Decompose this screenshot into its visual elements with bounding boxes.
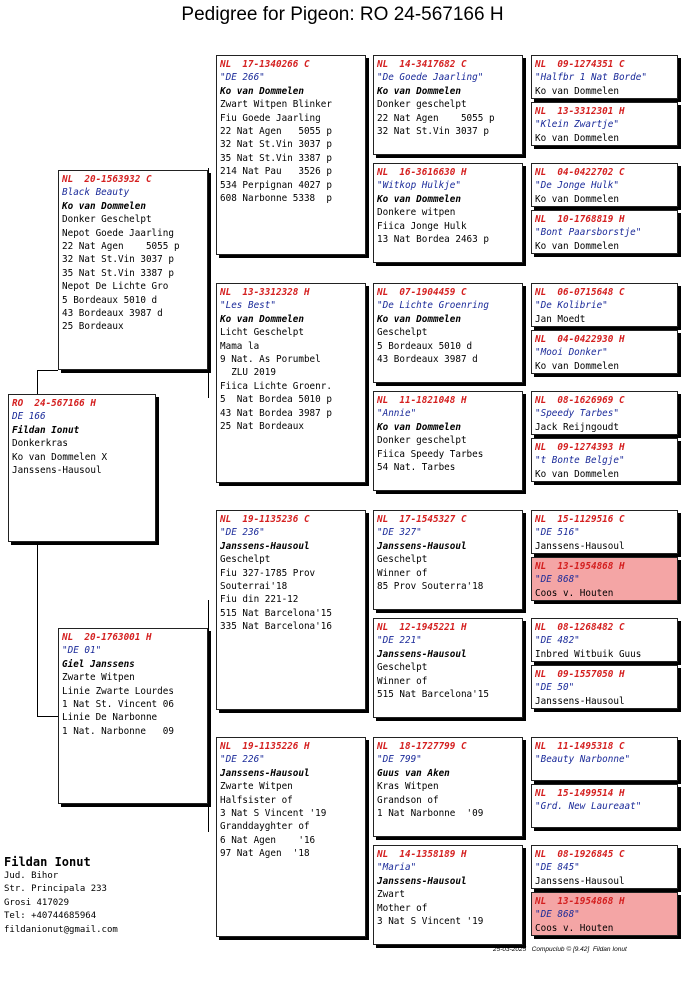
pigeon-card-g15[interactable] <box>531 845 678 889</box>
pigeon-name: "DE 868" <box>535 574 580 586</box>
pigeon-info-line: Granddayghter of <box>220 821 310 833</box>
ring-number: NL 14-3417682 C <box>377 59 467 70</box>
ring-number: NL 08-1268482 C <box>535 622 625 633</box>
pigeon-info-line: Ko van Dommelen <box>535 132 619 144</box>
pigeon-card-g14[interactable] <box>531 784 678 828</box>
pigeon-info-line: 35 Nat St.Vin 3387 p <box>220 152 332 164</box>
pigeon-info-line: Mama la <box>220 340 260 352</box>
pigeon-card-g11[interactable] <box>531 618 678 662</box>
pigeon-card-sss[interactable] <box>373 55 523 155</box>
pigeon-info-line: 13 Nat Bordea 2463 p <box>377 234 489 246</box>
pigeon-info-line: 214 Nat Pau 3526 p <box>220 166 332 178</box>
pigeon-info-line: 3 Nat S Vincent '19 <box>220 808 327 820</box>
pigeon-info-line: Linie Zwarte Lourdes <box>62 685 174 697</box>
pigeon-info-line: Geschelpt <box>377 662 428 674</box>
pigeon-name: "DE 868" <box>535 909 580 921</box>
pigeon-card-g5[interactable] <box>531 283 678 327</box>
pigeon-info-line: Geschelpt <box>220 554 271 566</box>
pigeon-card-g8[interactable] <box>531 438 678 482</box>
pigeon-name: "DE 516" <box>535 527 580 539</box>
pigeon-info-line: Winner of <box>377 567 428 579</box>
pigeon-info-line: Halfsister of <box>220 794 293 806</box>
pigeon-card-ddd[interactable] <box>373 845 523 945</box>
ring-number: NL 15-1499514 H <box>535 788 625 799</box>
pigeon-info-line: Winner of <box>377 675 428 687</box>
pigeon-info-line: Donker geschelpt <box>377 435 467 447</box>
pigeon-info-line: Nepot De Lichte Gro <box>62 281 169 293</box>
ring-number: NL 08-1626969 C <box>535 395 625 406</box>
pigeon-info-line: 85 Prov Souterra'18 <box>377 581 484 593</box>
breeder-name: Ko van Dommelen <box>62 200 146 212</box>
pigeon-card-dss[interactable] <box>373 510 523 610</box>
pigeon-info-line: 22 Nat Agen 5055 p <box>62 241 180 253</box>
connector-ds <box>366 542 367 652</box>
ring-number: NL 07-1904459 C <box>377 287 467 298</box>
ring-number: NL 17-1545327 C <box>377 514 467 525</box>
pigeon-info-line: 6 Nat Agen '16 <box>220 834 316 846</box>
pigeon-info-line: Donker geschelpt <box>377 99 467 111</box>
pigeon-card-g4[interactable] <box>531 210 678 254</box>
pigeon-name: "Annie" <box>377 408 417 420</box>
pigeon-info-line: Zwart <box>377 889 405 901</box>
pigeon-info-line: Fiica Lichte Groenr. <box>220 380 332 392</box>
breeder-name: Ko van Dommelen <box>377 313 461 325</box>
pigeon-info-line: 1 Nat. Narbonne 09 <box>62 725 174 737</box>
ring-number: NL 09-1274393 H <box>535 442 625 453</box>
owner-phone: Tel: +40744685964 <box>4 911 97 922</box>
pigeon-info-line: Jack Reijngoudt <box>535 421 619 433</box>
pigeon-info-line: Janssens-Hausoul <box>535 695 625 707</box>
pigeon-info-line: 5 Bordeaux 5010 d <box>377 340 473 352</box>
breeder-name: Ko van Dommelen <box>377 421 461 433</box>
pigeon-info-line: 97 Nat Agen '18 <box>220 848 310 860</box>
pigeon-info-line: Ko van Dommelen X <box>12 451 108 463</box>
pigeon-info-line: 3 Nat S Vincent '19 <box>377 916 484 928</box>
connector-sdd <box>524 412 525 456</box>
pigeon-info-line: 1 Nat Narbonne '09 <box>377 808 484 820</box>
pigeon-card-g10[interactable] <box>531 557 678 601</box>
pigeon-card-g9[interactable] <box>531 510 678 554</box>
ring-number: NL 04-0422930 H <box>535 334 625 345</box>
connector-root-sire <box>37 370 58 371</box>
pigeon-info-line: Fiu Goede Jaarling <box>220 112 321 124</box>
connector-dds <box>524 758 525 802</box>
pigeon-info-line: Grandson of <box>377 794 439 806</box>
connector-ddd <box>524 866 525 910</box>
pigeon-card-g7[interactable] <box>531 391 678 435</box>
page-title: Pedigree for Pigeon: RO 24-567166 H <box>181 4 504 25</box>
pigeon-card-sds[interactable] <box>373 283 523 383</box>
ring-number: NL 11-1495318 C <box>535 741 625 752</box>
pigeon-info-line: Souterrai'18 <box>220 581 288 593</box>
pigeon-info-line: Jan Moedt <box>535 313 586 325</box>
pigeon-name: "DE 799" <box>377 754 422 766</box>
pigeon-info-line: Kras Witpen <box>377 781 439 793</box>
ring-number: RO 24-567166 H <box>12 398 96 409</box>
pigeon-info-line: 25 Nat Bordeaux <box>220 421 304 433</box>
owner-line: Jud. Bihor <box>4 871 59 881</box>
pigeon-info-line: 515 Nat Barcelona'15 <box>377 689 489 701</box>
pigeon-card-g6[interactable] <box>531 330 678 374</box>
pigeon-info-line: Ko van Dommelen <box>535 468 619 480</box>
pigeon-info-line: 32 Nat St.Vin 3037 p <box>377 126 489 138</box>
pigeon-card-ds[interactable] <box>216 510 366 710</box>
connector-dss <box>524 532 525 576</box>
pigeon-name: "De Goede Jaarling" <box>377 72 484 84</box>
breeder-name: Ko van Dommelen <box>220 313 304 325</box>
pigeon-info-line: Zwart Witpen Blinker <box>220 99 332 111</box>
connector-ss <box>366 90 367 200</box>
pigeon-info-line: Donkerkras <box>12 438 68 450</box>
breeder-name: Janssens-Hausoul <box>220 767 310 779</box>
ring-number: NL 17-1340266 C <box>220 59 310 70</box>
pigeon-info-line: Zwarte Witpen <box>220 781 293 793</box>
pigeon-card-dd[interactable] <box>216 737 366 937</box>
ring-number: NL 20-1563932 C <box>62 174 152 185</box>
ring-number: NL 19-1135236 C <box>220 514 310 525</box>
pigeon-name: "DE 221" <box>377 635 422 647</box>
breeder-name: Giel Janssens <box>62 658 135 670</box>
pigeon-info-line: Licht Geschelpt <box>220 327 304 339</box>
pigeon-name: "DE 327" <box>377 527 422 539</box>
pigeon-name: "Grd. New Laureaat" <box>535 801 642 813</box>
pigeon-name: "Klein Zwartje" <box>535 119 619 131</box>
pigeon-name: "De Lichte Groenring <box>377 300 489 312</box>
connector-sire <box>208 168 209 398</box>
pigeon-info-line: Ko van Dommelen <box>535 360 619 372</box>
pigeon-name: "Speedy Tarbes" <box>535 408 619 420</box>
breeder-name: Janssens-Hausoul <box>377 875 467 887</box>
owner-email: fildanionut@gmail.com <box>4 924 118 935</box>
ring-number: NL 12-1945221 H <box>377 622 467 633</box>
pigeon-info-line: Fiica Jonge Hulk <box>377 220 467 232</box>
pigeon-card-ssd[interactable] <box>373 163 523 263</box>
pigeon-name: "DE 845" <box>535 862 580 874</box>
pigeon-name: "Mooi Donker" <box>535 347 608 359</box>
pigeon-info-line: 43 Bordeaux 3987 d <box>377 354 478 366</box>
pigeon-info-line: 22 Nat Agen 5055 p <box>377 112 495 124</box>
pigeon-info-line: 1 Nat St. Vincent 06 <box>62 699 174 711</box>
pigeon-info-line: Donker Geschelpt <box>62 214 152 226</box>
pigeon-card-sd[interactable] <box>216 283 366 483</box>
pigeon-card-sdd[interactable] <box>373 391 523 491</box>
ring-number: NL 06-0715648 C <box>535 287 625 298</box>
owner-info <box>4 854 118 937</box>
breeder-name: Ko van Dommelen <box>220 85 304 97</box>
footer-credit: 25-03-2025 Compuclub © [9.42] Fildan Ionut <box>493 946 627 953</box>
pigeon-name: "t Bonte Belgje" <box>535 455 625 467</box>
ring-number: NL 13-3312328 H <box>220 287 310 298</box>
pigeon-info-line: 32 Nat St.Vin 3037 p <box>62 254 174 266</box>
breeder-name: Janssens-Hausoul <box>220 540 310 552</box>
breeder-name: Ko van Dommelen <box>377 193 461 205</box>
pigeon-name: DE 166 <box>12 411 46 423</box>
pigeon-info-line: Janssens-Hausoul <box>12 465 102 477</box>
connector-dam <box>208 600 209 832</box>
ring-number: NL 13-1954868 H <box>535 561 625 572</box>
pigeon-name: "Maria" <box>377 862 417 874</box>
pigeon-name: "DE 226" <box>220 754 265 766</box>
breeder-name: Janssens-Hausoul <box>377 648 467 660</box>
pigeon-info-line: Inbred Witbuik Guus <box>535 648 642 660</box>
pigeon-name: "DE 50" <box>535 682 575 694</box>
pigeon-info-line: 54 Nat. Tarbes <box>377 462 456 474</box>
pigeon-info-line: 22 Nat Agen 5055 p <box>220 126 332 138</box>
pigeon-info-line: Donkere witpen <box>377 207 456 219</box>
pigeon-name: "DE 266" <box>220 72 265 84</box>
pigeon-info-line: 32 Nat St.Vin 3037 p <box>220 139 332 151</box>
pigeon-info-line: Geschelpt <box>377 327 428 339</box>
pigeon-name: "DE 236" <box>220 527 265 539</box>
breeder-name: Ko van Dommelen <box>377 85 461 97</box>
ring-number: NL 20-1763001 H <box>62 632 152 643</box>
pigeon-info-line: 43 Nat Bordea 3987 p <box>220 407 332 419</box>
pigeon-info-line: Geschelpt <box>377 554 428 566</box>
pigeon-card-dsd[interactable] <box>373 618 523 718</box>
ring-number: NL 13-3312301 H <box>535 106 625 117</box>
pigeon-info-line: Ko van Dommelen <box>535 193 619 205</box>
pigeon-name: "DE 01" <box>62 645 102 657</box>
pigeon-info-line: 335 Nat Barcelona'16 <box>220 621 332 633</box>
pigeon-card-dds[interactable] <box>373 737 523 837</box>
pigeon-info-line: Coos v. Houten <box>535 922 614 934</box>
pigeon-name: "De Kolibrie" <box>535 300 608 312</box>
pigeon-info-line: 5 Bordeaux 5010 d <box>62 294 158 306</box>
pigeon-info-line: Zwarte Witpen <box>62 672 135 684</box>
ring-number: NL 11-1821048 H <box>377 395 467 406</box>
pigeon-info-line: Mother of <box>377 902 428 914</box>
ring-number: NL 13-1954868 H <box>535 896 625 907</box>
breeder-name: Guus van Aken <box>377 767 450 779</box>
owner-name: Fildan Ionut <box>4 855 91 869</box>
breeder-name: Janssens-Hausoul <box>377 540 467 552</box>
ring-number: NL 09-1274351 C <box>535 59 625 70</box>
pigeon-name: "Beauty Narbonne" <box>535 754 631 766</box>
pigeon-card-ss[interactable] <box>216 55 366 255</box>
pigeon-info-line: 43 Bordeaux 3987 d <box>62 308 163 320</box>
pigeon-name: "Witkop Hulkje" <box>377 180 461 192</box>
pigeon-info-line: 25 Bordeaux <box>62 321 124 333</box>
pigeon-info-line: Fiica Speedy Tarbes <box>377 448 484 460</box>
pigeon-name: Black Beauty <box>62 187 130 199</box>
pigeon-name: "DE 482" <box>535 635 580 647</box>
pigeon-card-g3[interactable] <box>531 163 678 207</box>
connector-sds <box>524 318 525 362</box>
connector-ssd <box>524 186 525 230</box>
pigeon-card-g16[interactable] <box>531 892 678 936</box>
pigeon-name: "Halfbr 1 Nat Borde" <box>535 72 647 84</box>
pigeon-card-sire[interactable] <box>58 170 208 370</box>
pigeon-info-line: 534 Perpignan 4027 p <box>220 179 332 191</box>
pigeon-card-dam[interactable] <box>58 628 208 804</box>
pigeon-info-line: 515 Nat Barcelona'15 <box>220 607 332 619</box>
pigeon-info-line: Coos v. Houten <box>535 587 614 599</box>
ring-number: NL 19-1135226 H <box>220 741 310 752</box>
pigeon-info-line: 9 Nat. As Porumbel <box>220 354 321 366</box>
connector-sss <box>524 78 525 122</box>
ring-number: NL 04-0422702 C <box>535 167 625 178</box>
pigeon-info-line: 35 Nat St.Vin 3387 p <box>62 267 174 279</box>
pigeon-info-line: Nepot Goede Jaarling <box>62 227 174 239</box>
owner-line: Grosi 417029 <box>4 897 70 908</box>
pigeon-card-g2[interactable] <box>531 102 678 146</box>
pigeon-card-g1[interactable] <box>531 55 678 99</box>
pigeon-name: "Les Best" <box>220 300 276 312</box>
pigeon-info-line: Janssens-Hausoul <box>535 540 625 552</box>
pigeon-name: "Bont Paarsborstje" <box>535 227 642 239</box>
connector-dd <box>366 770 367 880</box>
pigeon-info-line: Fiu din 221-12 <box>220 594 299 606</box>
ring-number: NL 09-1557050 H <box>535 669 625 680</box>
pigeon-card-root[interactable] <box>8 394 156 542</box>
pigeon-card-g13[interactable] <box>531 737 678 781</box>
pigeon-info-line: Linie De Narbonne <box>62 712 158 724</box>
pigeon-info-line: ZLU 2019 <box>220 367 276 379</box>
pigeon-info-line: Janssens-Hausoul <box>535 875 625 887</box>
ring-number: NL 14-1358189 H <box>377 849 467 860</box>
ring-number: NL 10-1768819 H <box>535 214 625 225</box>
owner-line: Str. Principala 233 <box>4 884 107 895</box>
ring-number: NL 15-1129516 C <box>535 514 625 525</box>
connector-root-dam <box>37 716 58 717</box>
pigeon-info-line: Fiu 327-1785 Prov <box>220 567 316 579</box>
pigeon-name: "De Jonge Hulk" <box>535 180 619 192</box>
pigeon-info-line: 5 Nat Bordea 5010 p <box>220 394 332 406</box>
ring-number: NL 18-1727799 C <box>377 741 467 752</box>
pigeon-card-g12[interactable] <box>531 665 678 709</box>
ring-number: NL 08-1926845 C <box>535 849 625 860</box>
breeder-name: Fildan Ionut <box>12 424 80 436</box>
connector-dsd <box>524 640 525 684</box>
connector-sd <box>366 312 367 422</box>
pigeon-info-line: Ko van Dommelen <box>535 240 619 252</box>
pigeon-info-line: 608 Narbonne 5338 p <box>220 193 332 205</box>
pigeon-info-line: Ko van Dommelen <box>535 85 619 97</box>
ring-number: NL 16-3616630 H <box>377 167 467 178</box>
